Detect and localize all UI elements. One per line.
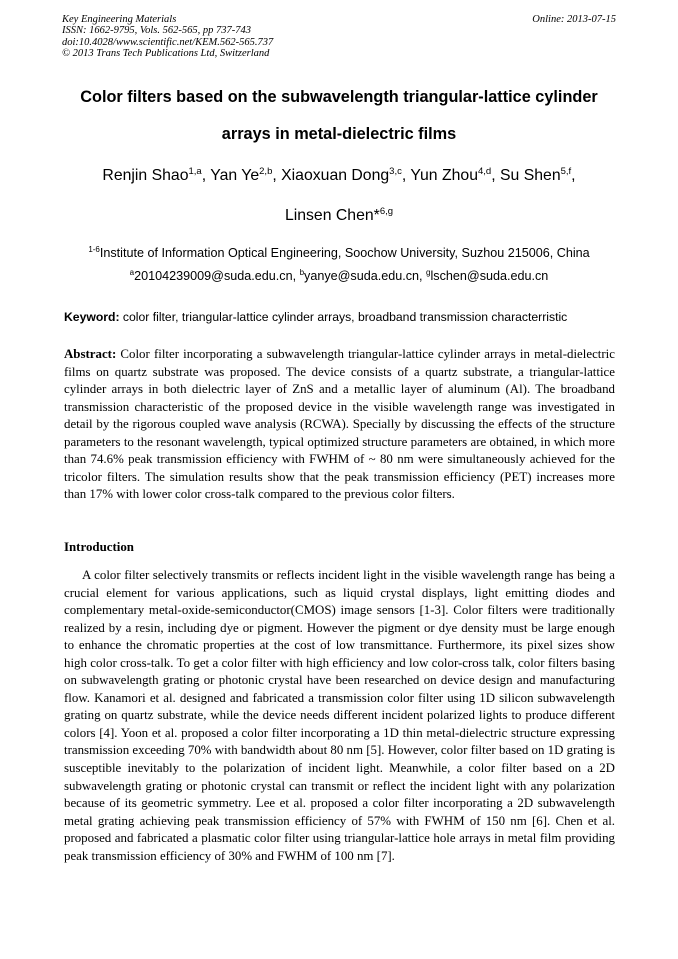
affiliation-sup: 1-6 [88,245,100,254]
affiliation-text: Institute of Information Optical Engineering, Soochow University, Suzhou 215006, China [99,246,590,260]
author-name: Su Shen [500,167,561,184]
author-affil-sup: 3,c [389,166,402,177]
author-affil-sup: 4,d [478,166,492,177]
abstract [64,346,615,504]
authors-line-2 [62,207,616,225]
doi-line: doi:10.4028/www.scientific.net/KEM.562-565.737 [62,36,274,48]
author-name: Yan Ye [210,167,260,184]
author-affil-sup: 5,f [560,166,572,177]
author-name: Linsen Chen* [284,207,380,224]
journal-name: Key Engineering Materials [62,14,177,25]
author-name: Xiaoxuan Dong [281,167,390,184]
email-line: $^a$20104239009@suda.edu.cn, $^b$yanye@suda.edu.cn, $^g$lschen@suda.edu.cn [129,268,549,283]
authors-line-1: Renjin Shao$^{1,a}$, Yan Ye$^{2,b}$, Xiaoxuan Dong$^{3,c}$, Yun Zhou$^{4,d}$, Su Shen$^{5,f}$, [102,166,576,184]
keywords [64,310,567,324]
copyright-line: © 2013 Trans Tech Publications Ltd, Switzerland [62,47,270,59]
author-name: Yun Zhou [410,167,478,184]
affiliation [62,246,616,260]
keyword-label: Keyword: [64,310,120,324]
email-address: 20104239009@suda.edu.cn [134,269,293,283]
page-header [62,14,616,59]
keyword-text: color filter, triangular-lattice cylinder arrays, broadband transmission characterristic [122,310,568,324]
author-affil-sup: 6,g [379,206,394,217]
introduction-heading: Introduction [64,540,134,554]
author-affil-sup: 1,a [188,166,202,177]
email-address: lschen@suda.edu.cn [430,269,549,283]
email-address: yanye@suda.edu.cn [304,269,420,283]
issn-line: ISSN: 1662-9795, Vols. 562-565, pp 737-743 [62,25,251,37]
online-date: Online: 2013-07-15 [532,14,616,25]
paper-title-line-1: Color filters based on the subwavelength triangular-lattice cylinder [80,88,598,106]
introduction-paragraph: A color filter selectively transmits or reflects incident light in the visible wavelength range has being a crucial element for various applications, such as liquid crystal displays, light emitting diodes and complementary metal-oxide-semiconductor(CMOS) image sensors [1-3]. Color filters were traditionally realized by a resin, including dye or pigment. However the pigment or dye density must be large enough to enhance the chromatic properties at the cost of low transmittance. Furthermore, its pixel sizes show high color cross-talk. To get a color filter with high efficiency and low color-cross talk, color filters basing on subwavelength grating or photonic crystal have been researched on device design and manufacturing flow. Kanamori et al. designed and fabricated a transmission color filter using 1D silicon subwavelength grating on quartz substrate, while the device needs different incident polarized lights to produce different colors [4]. Yoon et al. proposed a color filter incorporating a 1D thin metal-dielectric structure expressing transmission exceeding 70% with bandwidth about 80 nm [5]. However, color filter based on 1D grating is susceptible inevitably to the polarization of incident light. Meanwhile, a color filter based on a 2D subwavelength grating or photonic crystal can transmit or reflect the incident light with any polarization because of its geometric symmetry. Lee et al. proposed a color filter incorporating a 2D subwavelength metal grating achieving peak transmission efficiency of 57% with FWHM of 150 nm [6]. Chen et al. proposed and fabricated a plasmatic color filter using triangular-lattice hole arrays in metal film providing peak transmission efficiency of 30% and FWHM of 100 nm [7]. [64,568,615,863]
abstract-text: Color filter incorporating a subwavelength triangular-lattice cylinder arrays in metal-dielectric films on quartz substrate was proposed. The device consists of a quartz substrate, a triangular-lattice cylinder arrays in both dielectric layer of ZnS and a metallic layer of aluminum (Al). The broadband transmission characteristic of the proposed device in the visible wavelength range was investigated in detail by the rigorous coupled wave analysis (RCWA). Specially by discussing the effects of the structure parameters to the resonant wavelength, typical optimized structure parameters are obtained, in which more than 74.6% peak transmission efficiency with FWHM of ~ 80 nm were simultaneously achieved for the tricolor filters. The simulation results show that the peak transmission efficiency (PET) increases more than 17% with lower color cross-talk compared to the previous color filters. [64,347,615,502]
abstract-label: Abstract: [64,347,117,361]
author-name: Renjin Shao [102,167,189,184]
paper-title-line-2: arrays in metal-dielectric films [221,125,457,143]
author-affil-sup: 2,b [259,166,273,177]
